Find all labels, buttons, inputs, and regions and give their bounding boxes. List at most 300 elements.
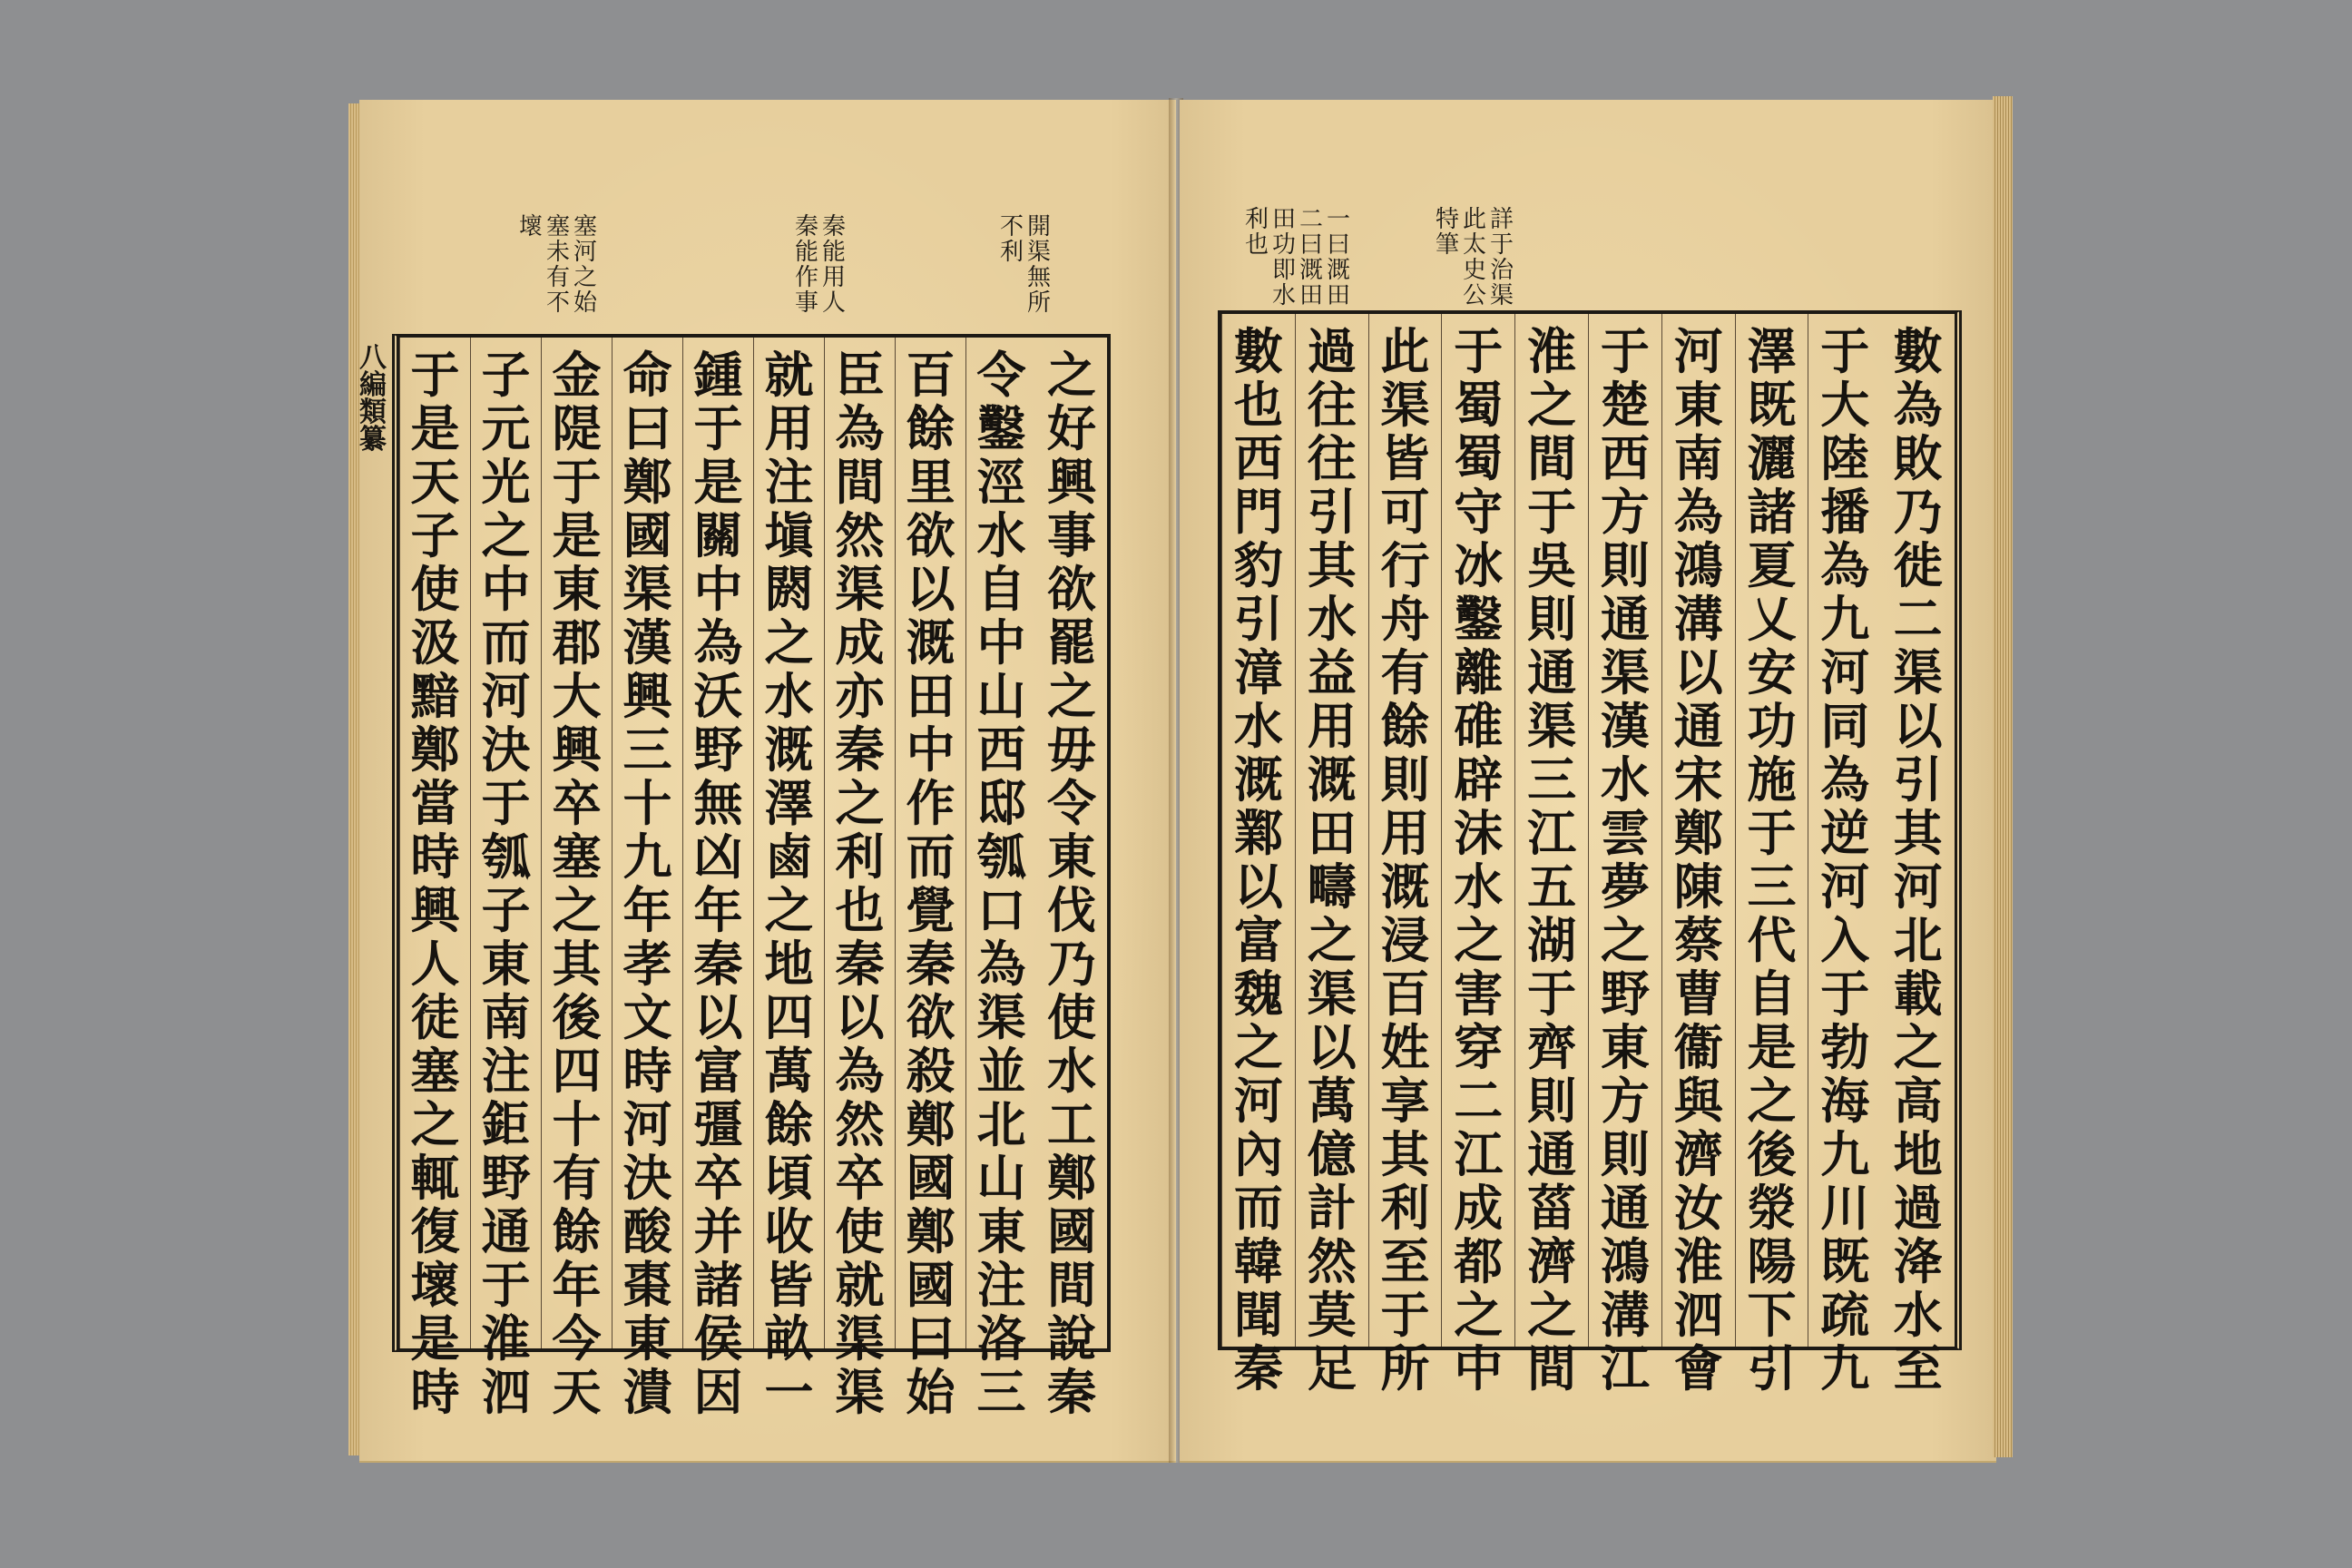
text-char: 害	[1454, 965, 1504, 1023]
text-char: 逆	[1820, 804, 1870, 862]
margin-note-column	[1463, 207, 1486, 309]
text-char: 大	[1820, 376, 1870, 434]
text-column	[1514, 314, 1588, 1397]
text-char: 令	[1047, 774, 1096, 832]
text-char: 鹵	[764, 828, 814, 886]
text-char: 水	[1600, 750, 1650, 808]
text-char: 水	[764, 667, 814, 725]
note-char: 公	[1463, 282, 1487, 310]
note-char: 塞	[546, 213, 571, 240]
text-char: 濟	[1527, 1232, 1577, 1290]
text-char: 卒	[835, 1149, 885, 1207]
text-char: 因	[693, 1363, 743, 1421]
text-char: 中	[1454, 1339, 1504, 1397]
text-char: 于	[481, 774, 531, 832]
text-char: 是	[410, 1309, 460, 1367]
text-char: 注	[764, 453, 814, 511]
text-char: 水	[1047, 1042, 1096, 1100]
text-char: 收	[764, 1202, 814, 1260]
text-char: 為	[1820, 750, 1870, 808]
margin-note	[795, 214, 846, 316]
text-char: 餘	[1380, 697, 1430, 755]
text-char: 夢	[1600, 858, 1650, 916]
note-char: 田	[1272, 206, 1297, 233]
margin-note-column	[795, 214, 818, 316]
note-char: 事	[795, 289, 819, 318]
note-char: 能	[822, 239, 847, 267]
text-char: 可	[1380, 483, 1430, 541]
edge-heading-text: 八編類纂	[359, 342, 387, 456]
text-char: 秦	[1047, 1363, 1096, 1421]
text-char: 江	[1454, 1125, 1504, 1183]
text-char: 涇	[976, 453, 1026, 511]
note-char: 未	[546, 239, 571, 267]
text-column	[1881, 314, 1955, 1397]
text-char: 間	[1527, 429, 1577, 487]
note-char: 也	[1245, 231, 1269, 260]
text-char: 渠	[835, 1363, 885, 1421]
margin-note-column	[519, 214, 543, 240]
text-char: 之	[764, 881, 814, 939]
text-char: 輒	[410, 1149, 460, 1207]
note-char: 渠	[1027, 239, 1052, 267]
text-char: 之	[410, 1095, 460, 1153]
text-char: 鉅	[481, 1095, 531, 1153]
text-char: 卒	[693, 1149, 743, 1207]
text-char: 之	[1893, 1018, 1943, 1076]
text-char: 乃	[1893, 483, 1943, 541]
margin-note	[519, 214, 597, 316]
text-char: 于	[1747, 804, 1797, 862]
text-char: 南	[1673, 429, 1723, 487]
text-char: 泗	[481, 1363, 531, 1421]
text-char: 年	[622, 881, 672, 939]
text-column	[682, 338, 753, 1421]
text-char: 好	[1047, 399, 1096, 457]
text-char: 餘	[764, 1095, 814, 1153]
text-char: 諸	[1747, 483, 1797, 541]
text-char: 疏	[1820, 1286, 1870, 1344]
text-char: 萬	[764, 1042, 814, 1100]
text-char: 山	[976, 667, 1026, 725]
text-char: 鑿	[976, 399, 1026, 457]
text-char: 中	[481, 560, 531, 618]
text-column	[470, 338, 541, 1421]
text-char: 沫	[1454, 804, 1504, 862]
text-char: 臣	[835, 346, 885, 404]
text-char: 下	[1747, 1286, 1797, 1344]
text-char: 閼	[764, 560, 814, 618]
text-char: 以	[906, 560, 956, 618]
text-char: 百	[906, 346, 956, 404]
text-char: 淮	[1673, 1232, 1723, 1290]
text-char: 方	[1600, 483, 1650, 541]
text-char: 然	[835, 506, 885, 564]
text-char: 水	[1893, 1286, 1943, 1344]
note-char: 不	[546, 289, 571, 318]
text-char: 萬	[1307, 1072, 1357, 1130]
text-char: 間	[835, 453, 885, 511]
text-char: 鄭	[1673, 804, 1723, 862]
note-char: 渠	[1490, 282, 1514, 310]
text-char: 東	[622, 1309, 672, 1367]
text-char: 楚	[1600, 376, 1650, 434]
text-char: 國	[906, 1149, 956, 1207]
text-char: 海	[1820, 1072, 1870, 1130]
note-char: 田	[1327, 282, 1351, 310]
text-column	[965, 338, 1036, 1421]
text-char: 注	[481, 1042, 531, 1100]
text-char: 至	[1380, 1232, 1430, 1290]
text-char: 淮	[481, 1309, 531, 1367]
text-char: 菑	[1527, 1179, 1577, 1237]
text-char: 三	[1747, 858, 1797, 916]
text-char: 諸	[693, 1256, 743, 1314]
text-char: 元	[481, 399, 531, 457]
text-char: 東	[1047, 828, 1096, 886]
text-char: 興	[1047, 453, 1096, 511]
text-char: 富	[693, 1042, 743, 1100]
text-char: 之	[1047, 667, 1096, 725]
text-char: 渠	[622, 560, 672, 618]
text-char: 地	[764, 935, 814, 993]
text-char: 瓠	[976, 828, 1026, 886]
note-char: 秦	[822, 213, 847, 240]
note-char: 水	[1272, 282, 1297, 310]
text-char: 漳	[1233, 643, 1283, 701]
text-char: 瓠	[481, 828, 531, 886]
note-char: 無	[1027, 264, 1052, 292]
text-char: 九	[1820, 590, 1870, 648]
text-char: 天	[410, 453, 460, 511]
text-char: 侯	[693, 1309, 743, 1367]
text-char: 渠	[835, 560, 885, 618]
margin-note-column	[1490, 207, 1514, 309]
text-char: 年	[693, 881, 743, 939]
text-char: 就	[764, 346, 814, 404]
text-char: 行	[1380, 536, 1430, 594]
note-char: 作	[795, 264, 819, 292]
text-char: 復	[410, 1202, 460, 1260]
text-char: 東	[552, 560, 602, 618]
text-char: 興	[410, 881, 460, 939]
text-char: 徙	[1893, 536, 1943, 594]
text-char: 用	[1380, 804, 1430, 862]
text-char: 為	[976, 935, 1026, 993]
note-char: 于	[1490, 231, 1514, 260]
text-char: 于	[1527, 483, 1577, 541]
text-char: 鑿	[1454, 590, 1504, 648]
note-char: 秦	[795, 213, 819, 240]
text-char: 天	[552, 1363, 602, 1421]
text-char: 壞	[410, 1256, 460, 1314]
text-char: 地	[1893, 1125, 1943, 1183]
text-char: 溝	[1673, 590, 1723, 648]
text-char: 往	[1307, 376, 1357, 434]
text-char: 通	[1527, 643, 1577, 701]
text-char: 始	[906, 1363, 956, 1421]
text-char: 然	[1307, 1232, 1357, 1290]
text-char: 沃	[693, 667, 743, 725]
text-char: 水	[1233, 697, 1283, 755]
text-char: 都	[1454, 1232, 1504, 1290]
text-char: 之	[1600, 911, 1650, 969]
text-char: 韓	[1233, 1232, 1283, 1290]
text-char: 辟	[1454, 750, 1504, 808]
right-page	[1180, 100, 1996, 1461]
note-char: 溉	[1327, 257, 1351, 285]
note-char: 所	[1027, 289, 1052, 318]
text-char: 覺	[906, 881, 956, 939]
text-char: 子	[481, 346, 531, 404]
text-char: 于	[1600, 322, 1650, 380]
text-char: 河	[1673, 322, 1723, 380]
text-char: 鴻	[1673, 536, 1723, 594]
text-char: 既	[1747, 376, 1797, 434]
text-char: 數	[1233, 322, 1283, 380]
text-column	[612, 338, 682, 1421]
text-char: 益	[1307, 643, 1357, 701]
note-char: 治	[1490, 257, 1514, 285]
text-char: 中	[906, 720, 956, 779]
text-char: 以	[1307, 1018, 1357, 1076]
text-char: 則	[1600, 1125, 1650, 1183]
text-char: 罷	[1047, 613, 1096, 671]
text-frame-right	[1218, 310, 1962, 1397]
text-char: 皆	[764, 1256, 814, 1314]
text-char: 夏	[1747, 536, 1797, 594]
text-char: 子	[481, 881, 531, 939]
text-char: 然	[835, 1095, 885, 1153]
text-char: 魏	[1233, 965, 1283, 1023]
text-char: 十	[552, 1095, 602, 1153]
text-char: 渠	[1893, 643, 1943, 701]
text-char: 至	[1893, 1339, 1943, 1397]
text-char: 通	[1527, 1125, 1577, 1183]
text-char: 命	[622, 346, 672, 404]
text-char: 餘	[906, 399, 956, 457]
text-column	[399, 338, 470, 1421]
text-char: 孝	[622, 935, 672, 993]
text-char: 為	[835, 1042, 885, 1100]
text-char: 塡	[764, 506, 814, 564]
text-char: 于	[1380, 1286, 1430, 1344]
text-char: 代	[1747, 911, 1797, 969]
text-column	[1588, 314, 1661, 1397]
text-char: 曹	[1673, 965, 1723, 1023]
text-char: 為	[1893, 376, 1943, 434]
margin-note-column	[573, 214, 597, 316]
text-char: 邸	[976, 774, 1026, 832]
text-char: 川	[1820, 1179, 1870, 1237]
text-char: 蜀	[1454, 429, 1504, 487]
text-char: 之	[1747, 1072, 1797, 1130]
text-char: 之	[835, 774, 885, 832]
text-char: 興	[622, 667, 672, 725]
text-char: 之	[1527, 1286, 1577, 1344]
text-char: 間	[1527, 1339, 1577, 1397]
text-char: 以	[1233, 858, 1283, 916]
text-char: 使	[1047, 988, 1096, 1046]
text-char: 成	[1454, 1179, 1504, 1237]
text-char: 東	[481, 935, 531, 993]
text-char: 乃	[1047, 935, 1096, 993]
text-char: 光	[481, 453, 531, 511]
text-char: 溉	[1380, 858, 1430, 916]
text-char: 九	[622, 828, 672, 886]
text-char: 內	[1233, 1125, 1283, 1183]
note-char: 功	[1272, 231, 1297, 260]
text-char: 並	[976, 1042, 1026, 1100]
text-char: 而	[906, 828, 956, 886]
text-char: 為	[1820, 536, 1870, 594]
text-char: 之	[1307, 911, 1357, 969]
text-char: 則	[1600, 536, 1650, 594]
text-char: 載	[1893, 965, 1943, 1023]
text-char: 使	[410, 560, 460, 618]
note-char: 利	[1000, 239, 1024, 267]
text-char: 洚	[1893, 1232, 1943, 1290]
text-char: 大	[552, 667, 602, 725]
text-char: 作	[906, 774, 956, 832]
text-char: 自	[976, 560, 1026, 618]
text-char: 彊	[693, 1095, 743, 1153]
text-char: 于	[410, 346, 460, 404]
text-char: 有	[1380, 643, 1430, 701]
text-char: 鄭	[1047, 1149, 1096, 1207]
text-char: 是	[1747, 1018, 1797, 1076]
text-char: 關	[693, 506, 743, 564]
text-char: 濟	[1673, 1125, 1723, 1183]
text-char: 引	[1307, 483, 1357, 541]
text-char: 以	[1893, 697, 1943, 755]
text-char: 乂	[1747, 590, 1797, 648]
text-char: 澤	[764, 774, 814, 832]
text-char: 間	[1047, 1256, 1096, 1314]
text-char: 于	[1454, 322, 1504, 380]
text-columns-right	[1221, 314, 1955, 1397]
text-char: 淮	[1527, 322, 1577, 380]
text-char: 河	[622, 1095, 672, 1153]
text-char: 功	[1747, 697, 1797, 755]
text-char: 億	[1307, 1125, 1357, 1183]
text-char: 鍾	[693, 346, 743, 404]
text-char: 其	[1380, 1125, 1430, 1183]
text-char: 之	[1454, 911, 1504, 969]
margin-note	[1245, 207, 1350, 309]
text-char: 則	[1527, 590, 1577, 648]
text-char: 曰	[622, 399, 672, 457]
text-char: 蔡	[1673, 911, 1723, 969]
text-char: 渠	[976, 988, 1026, 1046]
text-char: 五	[1527, 858, 1577, 916]
text-char: 溝	[1600, 1286, 1650, 1344]
text-char: 于	[481, 1256, 531, 1314]
text-char: 江	[1527, 804, 1577, 862]
text-char: 無	[693, 774, 743, 832]
text-char: 所	[1380, 1339, 1430, 1397]
text-char: 數	[1893, 322, 1943, 380]
margin-note-column	[1027, 214, 1051, 316]
text-char: 穿	[1454, 1018, 1504, 1076]
text-char: 頃	[764, 1149, 814, 1207]
note-char: 利	[1245, 206, 1269, 233]
note-char: 溉	[1299, 257, 1324, 285]
text-char: 是	[552, 506, 602, 564]
text-char: 門	[1233, 483, 1283, 541]
text-column	[1295, 314, 1368, 1397]
text-char: 方	[1600, 1072, 1650, 1130]
text-char: 與	[1673, 1072, 1723, 1130]
text-char: 後	[552, 988, 602, 1046]
note-char: 詳	[1490, 206, 1514, 233]
open-book	[348, 83, 2016, 1477]
text-char: 于	[1527, 965, 1577, 1023]
text-char: 是	[410, 399, 460, 457]
text-char: 卒	[552, 774, 602, 832]
text-char: 西	[1600, 429, 1650, 487]
text-char: 碓	[1454, 697, 1504, 755]
text-char: 田	[906, 667, 956, 725]
text-char: 三	[622, 720, 672, 779]
text-column	[895, 338, 965, 1421]
text-char: 說	[1047, 1309, 1096, 1367]
text-char: 既	[1820, 1232, 1870, 1290]
text-char: 國	[906, 1256, 956, 1314]
text-char: 時	[622, 1042, 672, 1100]
text-char: 之	[1233, 1018, 1283, 1076]
text-char: 郡	[552, 613, 602, 671]
text-char: 水	[1454, 858, 1504, 916]
text-char: 河	[1820, 858, 1870, 916]
text-char: 滎	[1747, 1179, 1797, 1237]
text-char: 鄭	[622, 453, 672, 511]
text-char: 勃	[1820, 1018, 1870, 1076]
text-char: 過	[1307, 322, 1357, 380]
text-char: 為	[835, 399, 885, 457]
text-char: 富	[1233, 911, 1283, 969]
text-char: 東	[976, 1202, 1026, 1260]
text-char: 伐	[1047, 881, 1096, 939]
text-char: 其	[552, 935, 602, 993]
text-char: 自	[1747, 965, 1797, 1023]
margin-note-column	[1327, 207, 1350, 309]
text-column	[824, 338, 895, 1421]
text-char: 蜀	[1454, 376, 1504, 434]
text-char: 秦	[906, 935, 956, 993]
text-char: 三	[1527, 750, 1577, 808]
text-column	[1036, 338, 1107, 1421]
margin-note-column	[1436, 207, 1459, 258]
note-char: 能	[795, 239, 819, 267]
text-char: 水	[976, 506, 1026, 564]
text-char: 守	[1454, 483, 1504, 541]
text-char: 南	[481, 988, 531, 1046]
text-char: 泗	[1673, 1286, 1723, 1344]
text-char: 溉	[764, 720, 814, 779]
text-char: 令	[976, 346, 1026, 404]
text-char: 漢	[622, 613, 672, 671]
text-char: 畝	[764, 1309, 814, 1367]
text-char: 國	[622, 506, 672, 564]
text-char: 洛	[976, 1309, 1026, 1367]
text-char: 棗	[622, 1256, 672, 1314]
margin-note-column	[546, 214, 570, 316]
text-char: 引	[1893, 750, 1943, 808]
text-char: 時	[410, 828, 460, 886]
text-char: 二	[1454, 1072, 1504, 1130]
text-char: 渠	[1380, 376, 1430, 434]
